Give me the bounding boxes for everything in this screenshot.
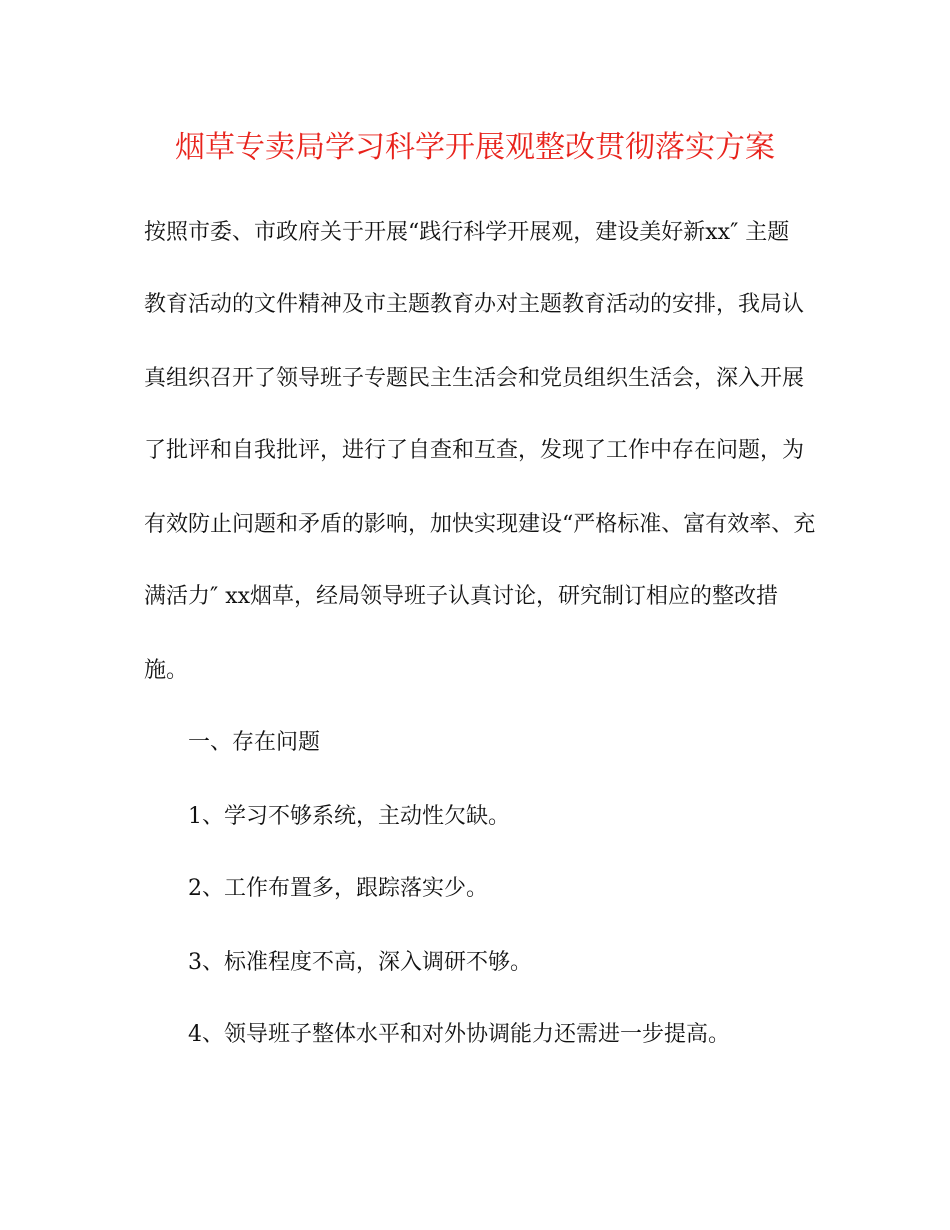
paragraph-line: 有效防止问题和矛盾的影响，加快实现建设“严格标准、富有效率、充 (144, 512, 816, 537)
paragraph-line: 了批评和自我批评，进行了自查和互查，发现了工作中存在问题，为 (144, 438, 805, 463)
paragraph-line: 满活力″ xx烟草，经局领导班子认真讨论，研究制订相应的整改措 (144, 584, 779, 609)
issue-item: 4、领导班子整体水平和对外协调能力还需进一步提高。 (188, 1022, 730, 1047)
paragraph-line: 施。 (144, 658, 189, 683)
issue-item: 3、标准程度不高，深入调研不够。 (188, 950, 532, 975)
paragraph-line: 教育活动的文件精神及市主题教育办对主题教育活动的安排，我局认 (144, 292, 805, 317)
paragraph-line: 真组织召开了领导班子专题民主生活会和党员组织生活会，深入开展 (144, 366, 805, 391)
section-heading: 一、存在问题 (188, 730, 321, 755)
paragraph-line: 按照市委、市政府关于开展“践行科学开展观，建设美好新xx″ 主题 (144, 220, 790, 245)
issue-item: 2、工作布置多，跟踪落实少。 (188, 876, 488, 901)
issue-item: 1、学习不够系统，主动性欠缺。 (188, 804, 510, 829)
document-title: 烟草专卖局学习科学开展观整改贯彻落实方案 (175, 130, 775, 165)
